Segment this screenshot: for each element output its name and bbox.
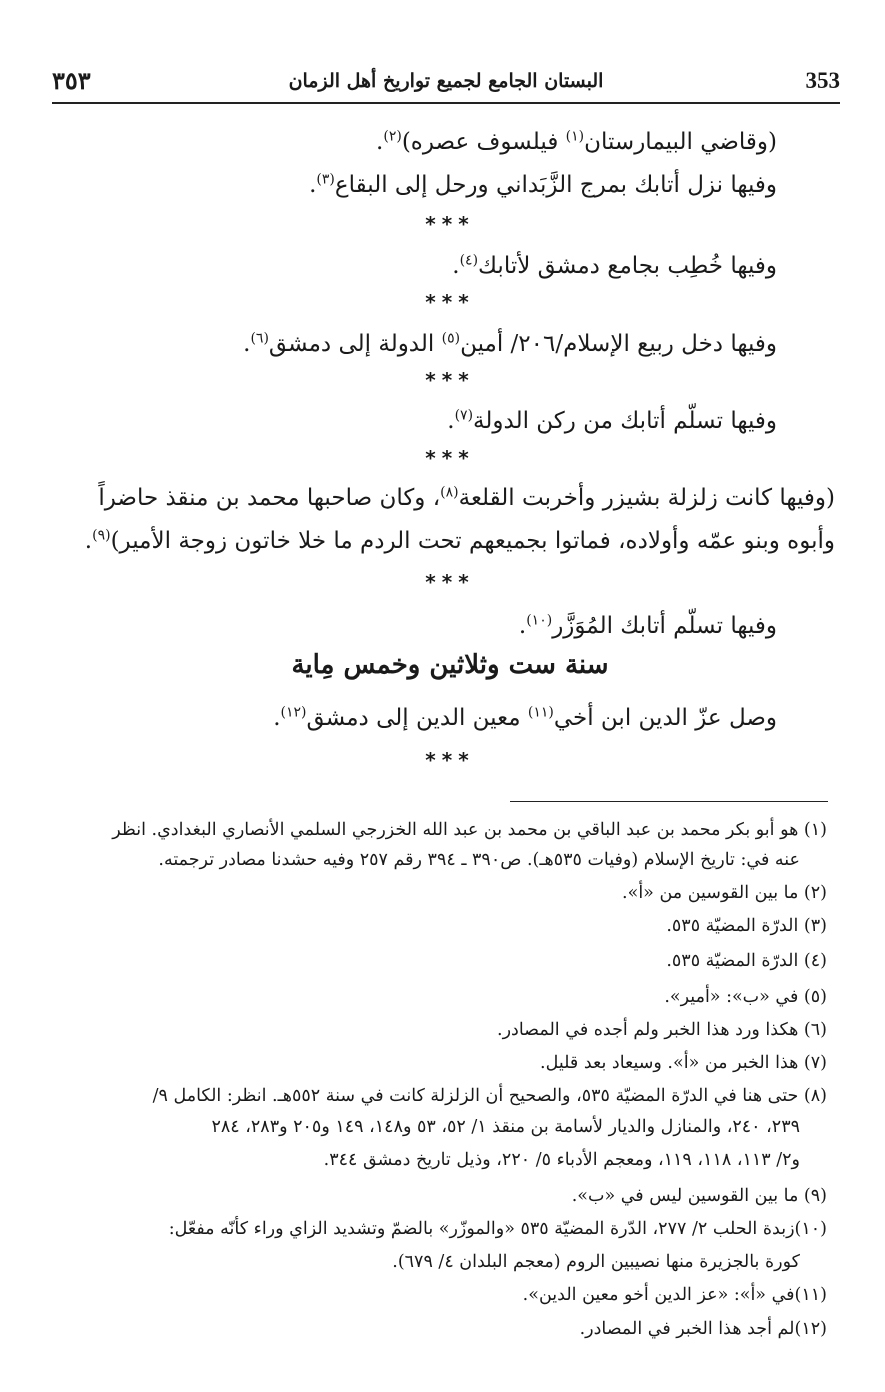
footnote-rule — [510, 801, 828, 802]
body-line — [243, 324, 777, 364]
section-separator: *** — [425, 446, 475, 470]
footnote-line: (٤) الدرّة المضيّة ٥٣٥. — [666, 951, 827, 971]
page-header — [52, 62, 840, 102]
footnote-line: (١٢)لم أجد هذا الخبر في المصادر. — [579, 1319, 827, 1339]
footnote-line: (١١)في «أ»: «عز الدين أخو معين الدين». — [522, 1285, 827, 1305]
section-separator: *** — [425, 748, 475, 772]
text-segment: (وفيها كانت زلزلة بشيزر وأخربت القلعة — [458, 485, 835, 511]
footnote-line: كورة بالجزيرة منها نصيبين الروم (معجم البلدان ٤/ ٦٧٩). — [392, 1252, 800, 1272]
page-number-arabic: ٣٥٣ — [52, 66, 91, 95]
text-segment: وفيها تسلّم أتابك المُوَزَّر — [552, 613, 777, 639]
running-title: البستان الجامع لجميع تواريخ أهل الزمان — [288, 70, 604, 92]
footnote-line: (١٠)زبدة الحلب ٢/ ٢٧٧، الدّرة المضيّة ٥٣٥ «والموزّر» بالضمّ وتشديد الزاي وراء كأنّه مفعّل: — [168, 1219, 827, 1239]
section-separator: *** — [425, 368, 475, 392]
page-number-latin: 353 — [805, 68, 840, 93]
footnote-ref: (٢) — [383, 128, 402, 145]
text-segment: . — [518, 613, 527, 639]
text-segment: . — [376, 129, 384, 155]
text-segment: ، وكان صاحبها محمد بن منقذ حاضراً — [98, 485, 441, 511]
section-separator: *** — [425, 212, 475, 236]
text-segment: . — [309, 172, 317, 198]
text-segment: (وقاضي البيمارستان — [584, 129, 777, 155]
footnote-ref: (١٢) — [280, 704, 307, 721]
footnote-line: (٩) ما بين القوسين ليس في «ب». — [571, 1186, 827, 1206]
text-segment: وفيها خُطِب بجامع دمشق لأتابك — [478, 253, 777, 279]
footnote-ref: (٧) — [454, 407, 474, 424]
year-heading: سنة ست وثلاثين وخمس مِاية — [291, 650, 609, 680]
section-separator: *** — [425, 570, 475, 594]
footnote-line: و٢/ ١١٣، ١١٨، ١١٩، ومعجم الأدباء ٥/ ٢٢٠، وذيل تاريخ دمشق ٣٤٤. — [323, 1150, 800, 1170]
text-segment: الدولة إلى دمشق — [268, 331, 442, 357]
text-segment: . — [243, 331, 251, 357]
footnote-ref: (١١) — [527, 704, 554, 721]
footnote-line: (٨) حتى هنا في الدرّة المضيّة ٥٣٥، والصحيح أن الزلزلة كانت في سنة ٥٥٢هـ. انظر: الكامل ٩/ — [152, 1086, 827, 1106]
footnote-line: (١) هو أبو بكر محمد بن عبد الباقي بن محمد بن عبد الله الخزرجي السلمي الأنصاري البغدادي. انظر — [112, 820, 827, 840]
body-line — [273, 698, 777, 738]
text-segment: وفيها تسلّم أتابك من ركن الدولة — [473, 408, 777, 434]
footnote-line: ٢٣٩، ٢٤٠، والمنازل والديار لأسامة بن منقذ ١/ ٥٢، ٥٣ و١٤٨، ١٤٩ و٢٠٥ و٢٨٣، ٢٨٤ — [211, 1117, 800, 1137]
body-line — [98, 478, 835, 518]
text-segment: . — [84, 528, 93, 554]
body-line — [85, 521, 835, 561]
footnote-ref: (٤) — [459, 252, 479, 269]
footnote-ref: (٩) — [92, 527, 111, 544]
text-segment: . — [447, 408, 455, 434]
footnote-line: عنه في: تاريخ الإسلام (وفيات ٥٣٥هـ). ص٣٩٠ ـ ٣٩٤ رقم ٢٥٧ وفيه حشدنا مصادر ترجمته. — [158, 850, 800, 870]
text-segment: فيلسوف عصره) — [401, 129, 566, 155]
footnote-ref: (٣) — [316, 171, 335, 188]
footnote-line: (٧) هذا الخبر من «أ». وسيعاد بعد قليل. — [540, 1053, 827, 1073]
text-segment: . — [273, 705, 281, 731]
footnote-ref: (١٠) — [526, 612, 553, 629]
body-line — [309, 165, 777, 205]
text-segment: . — [452, 253, 460, 279]
body-line — [447, 401, 777, 441]
text-segment: معين الدين إلى دمشق — [306, 705, 528, 731]
section-separator: *** — [425, 290, 475, 314]
footnote-line: (٢) ما بين القوسين من «أ». — [622, 883, 827, 903]
footnote-ref: (٨) — [440, 484, 459, 501]
header-rule — [52, 102, 840, 104]
body-line — [519, 606, 777, 646]
footnote-line: (٦) هكذا ورد هذا الخبر ولم أجده في المصادر. — [497, 1020, 827, 1040]
body-line — [376, 122, 777, 162]
text-segment: وفيها نزل أتابك بمرج الزَّبَداني ورحل إلى البقاع — [334, 172, 777, 198]
footnote-line: (٥) في «ب»: «أمير». — [664, 987, 827, 1007]
footnote-ref: (١) — [565, 128, 585, 145]
footnote-ref: (٥) — [441, 330, 461, 347]
text-segment: وفيها دخل ربيع الإسلام/٢٠٦/ أمين — [460, 331, 777, 357]
footnote-ref: (٦) — [250, 330, 269, 347]
text-segment: وصل عزّ الدين ابن أخي — [553, 705, 777, 731]
body-line — [452, 246, 777, 286]
footnote-line: (٣) الدرّة المضيّة ٥٣٥. — [666, 916, 827, 936]
text-segment: وأبوه وبنو عمّه وأولاده، فماتوا بجميعهم تحت الردم ما خلا خاتون زوجة الأمير) — [110, 528, 835, 554]
